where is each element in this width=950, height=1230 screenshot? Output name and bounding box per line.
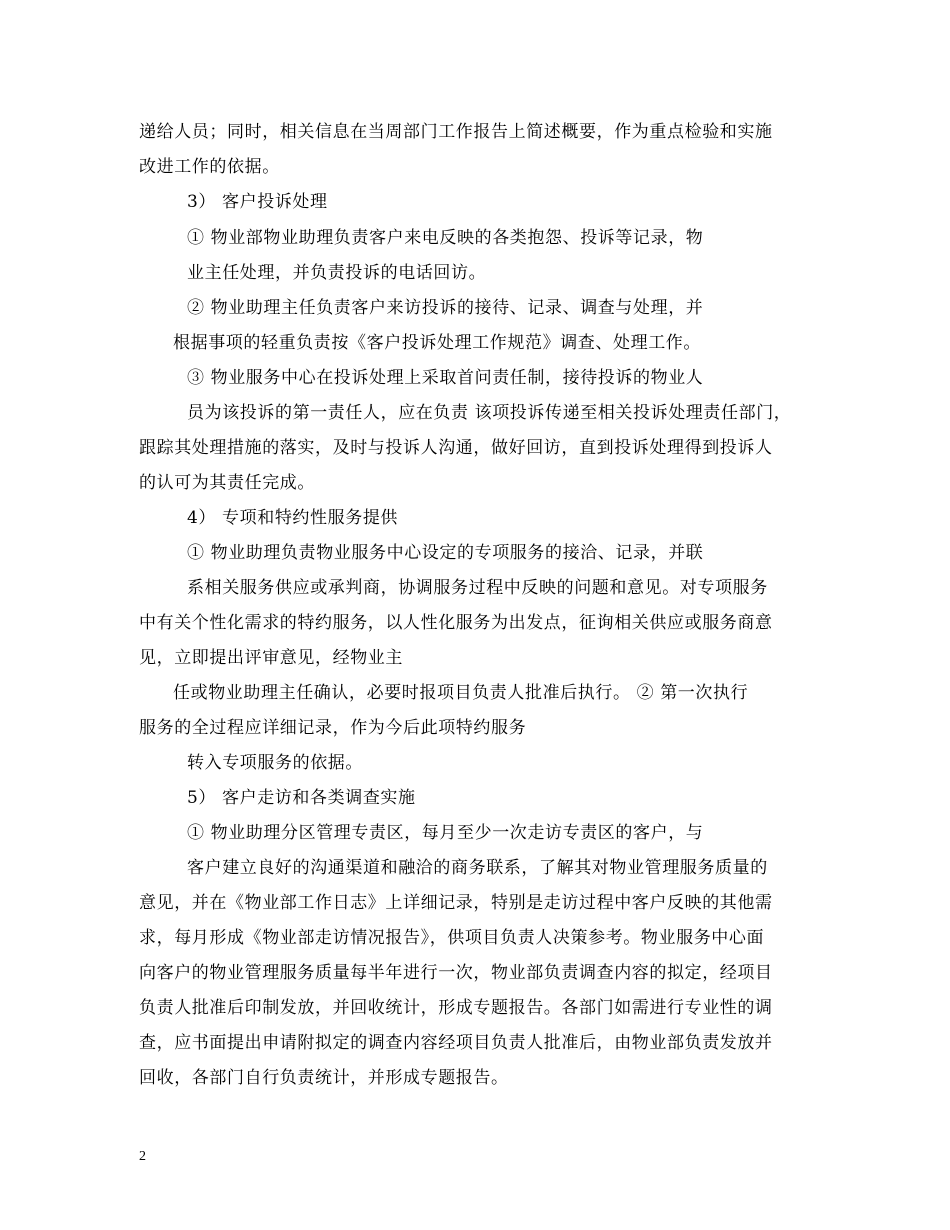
body-text-line: 改进工作的依据。	[139, 157, 280, 177]
section-heading: 3） 客户投诉处理	[187, 192, 328, 212]
body-text-line: 跟踪其处理措施的落实，及时与投诉人沟通，做好回访，直到投诉处理得到投诉人	[139, 438, 773, 458]
body-text-line: 员为该投诉的第一责任人，应在负责 该项投诉传递至相关投诉处理责任部门，	[187, 403, 792, 423]
body-text-line: 查，应书面提出申请附拟定的调查内容经项目负责人批准后，由物业部负责发放并	[139, 1033, 773, 1053]
body-text-line: 的认可为其责任完成。	[139, 473, 315, 493]
body-text-line: 求，每月形成《物业部走访情况报告》，供项目负责人决策参考。物业服务中心面	[139, 928, 765, 948]
body-text-line: 转入专项服务的依据。	[187, 753, 363, 773]
section-heading: 5） 客户走访和各类调查实施	[187, 788, 416, 808]
page-number: 2	[139, 1149, 146, 1164]
body-text-line: 根据事项的轻重负责按《客户投诉处理工作规范》调查、处理工作。	[173, 333, 701, 353]
section-heading: 4） 专项和特约性服务提供	[187, 508, 399, 528]
list-item: ① 物业助理分区管理专责区，每月至少一次走访专责区的客户，与	[187, 823, 704, 843]
body-text-line: 中有关个性化需求的特约服务，以人性化服务为出发点，征询相关供应或服务商意	[139, 613, 773, 633]
body-text-line: 负责人批准后印制发放，并回收统计，形成专题报告。各部门如需进行专业性的调	[139, 998, 773, 1018]
body-text-line: 回收，各部门自行负责统计，并形成专题报告。	[139, 1068, 509, 1088]
list-item: ② 物业助理主任负责客户来访投诉的接待、记录、调查与处理，并	[187, 298, 704, 318]
body-text-line: 客户建立良好的沟通渠道和融洽的商务联系，了解其对物业管理服务质量的	[187, 858, 768, 878]
body-text-line: 系相关服务供应或承判商，协调服务过程中反映的问题和意见。对专项服务	[187, 578, 768, 598]
body-text-line: 服务的全过程应详细记录，作为今后此项特约服务	[139, 718, 527, 738]
list-item: ① 物业助理负责物业服务中心设定的专项服务的接洽、记录，并联	[187, 543, 704, 563]
list-item: ③ 物业服务中心在投诉处理上采取首问责任制，接待投诉的物业人	[187, 368, 704, 388]
list-item: ① 物业部物业助理负责客户来电反映的各类抱怨、投诉等记录，物	[187, 228, 704, 248]
body-text-line: 意见，并在《物业部工作日志》上详细记录，特别是走访过程中客户反映的其他需	[139, 893, 773, 913]
body-text-line: 递给人员；同时，相关信息在当周部门工作报告上简述概要，作为重点检验和实施	[139, 122, 773, 142]
body-text-line: 任或物业助理主任确认，必要时报项目负责人批准后执行。 ② 第一次执行	[173, 683, 749, 703]
body-text-line: 业主任处理，并负责投诉的电话回访。	[187, 263, 487, 283]
body-text-line: 见，立即提出评审意见，经物业主	[139, 648, 403, 668]
body-text-line: 向客户的物业管理服务质量每半年进行一次，物业部负责调查内容的拟定，经项目	[139, 963, 773, 983]
